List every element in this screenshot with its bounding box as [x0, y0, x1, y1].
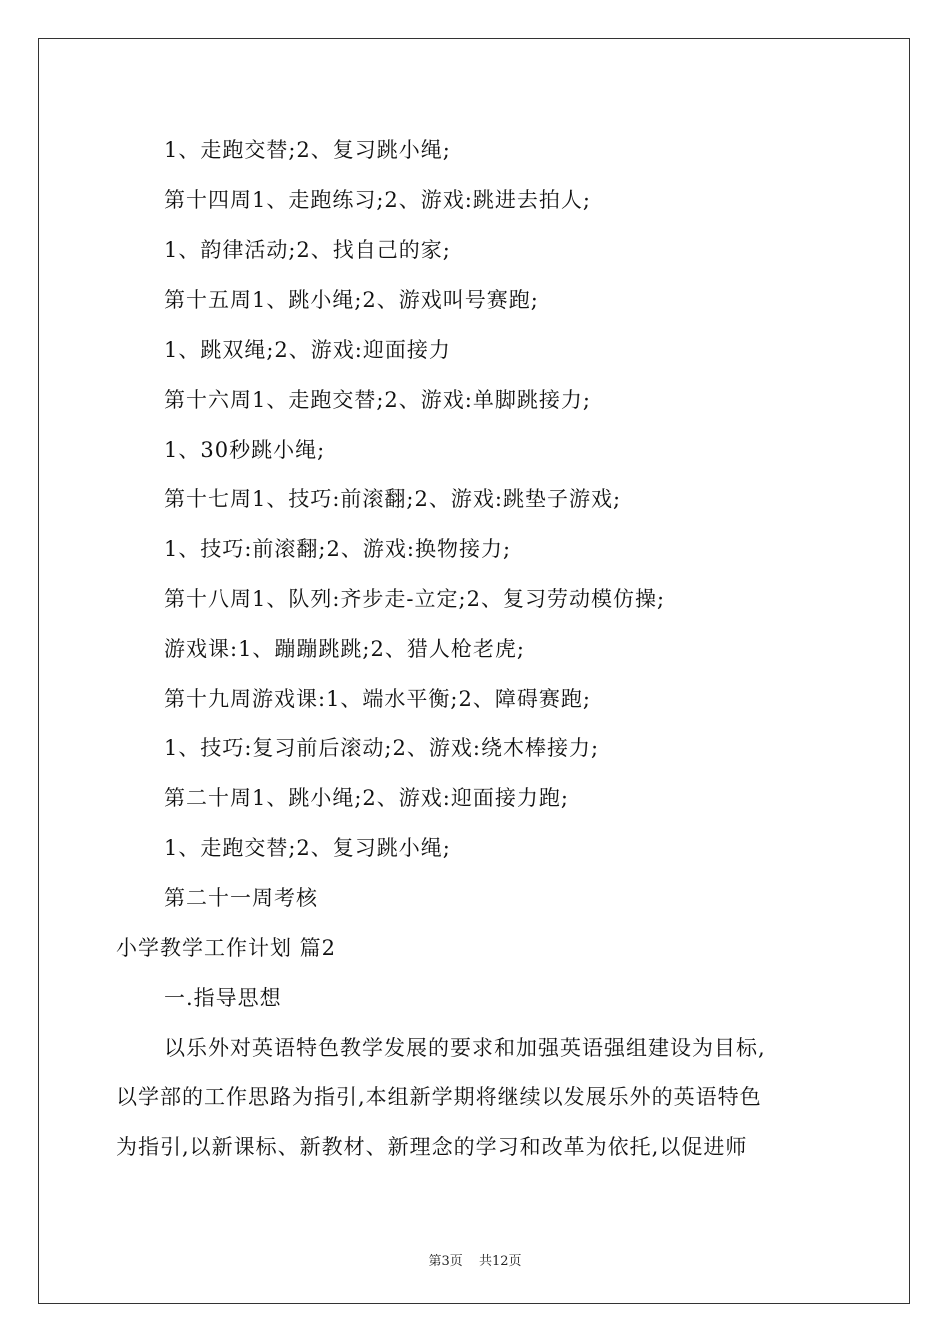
plan-line-8: 第十七周1、技巧:前滚翻;2、游戏:跳垫子游戏;: [164, 487, 622, 511]
page-number: 第3页: [428, 1254, 463, 1269]
plan-line-9: 1、技巧:前滚翻;2、游戏:换物接力;: [164, 537, 512, 561]
plan-line-3: 1、韵律活动;2、找自己的家;: [164, 238, 451, 262]
page-footer: [0, 1250, 950, 1269]
plan-line-14: 第二十周1、跳小绳;2、游戏:迎面接力跑;: [164, 786, 569, 810]
plan-line-13: 1、技巧:复习前后滚动;2、游戏:绕木棒接力;: [164, 736, 600, 760]
paragraph-line-1: 以乐外对英语特色教学发展的要求和加强英语强组建设为目标,: [164, 1036, 766, 1060]
section-title: 小学教学工作计划 篇2: [116, 936, 337, 960]
plan-line-10: 第十八周1、队列:齐步走-立定;2、复习劳动模仿操;: [164, 587, 666, 611]
plan-line-2: 第十四周1、走跑练习;2、游戏:跳进去拍人;: [164, 188, 591, 212]
plan-line-7: 1、30秒跳小绳;: [164, 438, 326, 462]
page-total: 共12页: [478, 1254, 522, 1269]
plan-line-12: 第十九周游戏课:1、端水平衡;2、障碍赛跑;: [164, 687, 591, 711]
paragraph-line-2: 以学部的工作思路为指引,本组新学期将继续以发展乐外的英语特色: [116, 1085, 762, 1109]
page-border: [38, 38, 910, 1304]
plan-line-11: 游戏课:1、蹦蹦跳跳;2、猎人枪老虎;: [164, 637, 525, 661]
subheading: 一.指导思想: [164, 986, 282, 1010]
plan-line-5: 1、跳双绳;2、游戏:迎面接力: [164, 338, 451, 362]
paragraph-line-3: 为指引,以新课标、新教材、新理念的学习和改革为依托,以促进师: [116, 1135, 748, 1159]
plan-line-6: 第十六周1、走跑交替;2、游戏:单脚跳接力;: [164, 388, 591, 412]
plan-line-15: 1、走跑交替;2、复习跳小绳;: [164, 836, 451, 860]
plan-line-4: 第十五周1、跳小绳;2、游戏叫号赛跑;: [164, 288, 539, 312]
plan-line-1: 1、走跑交替;2、复习跳小绳;: [164, 138, 451, 162]
plan-line-16: 第二十一周考核: [164, 886, 318, 910]
